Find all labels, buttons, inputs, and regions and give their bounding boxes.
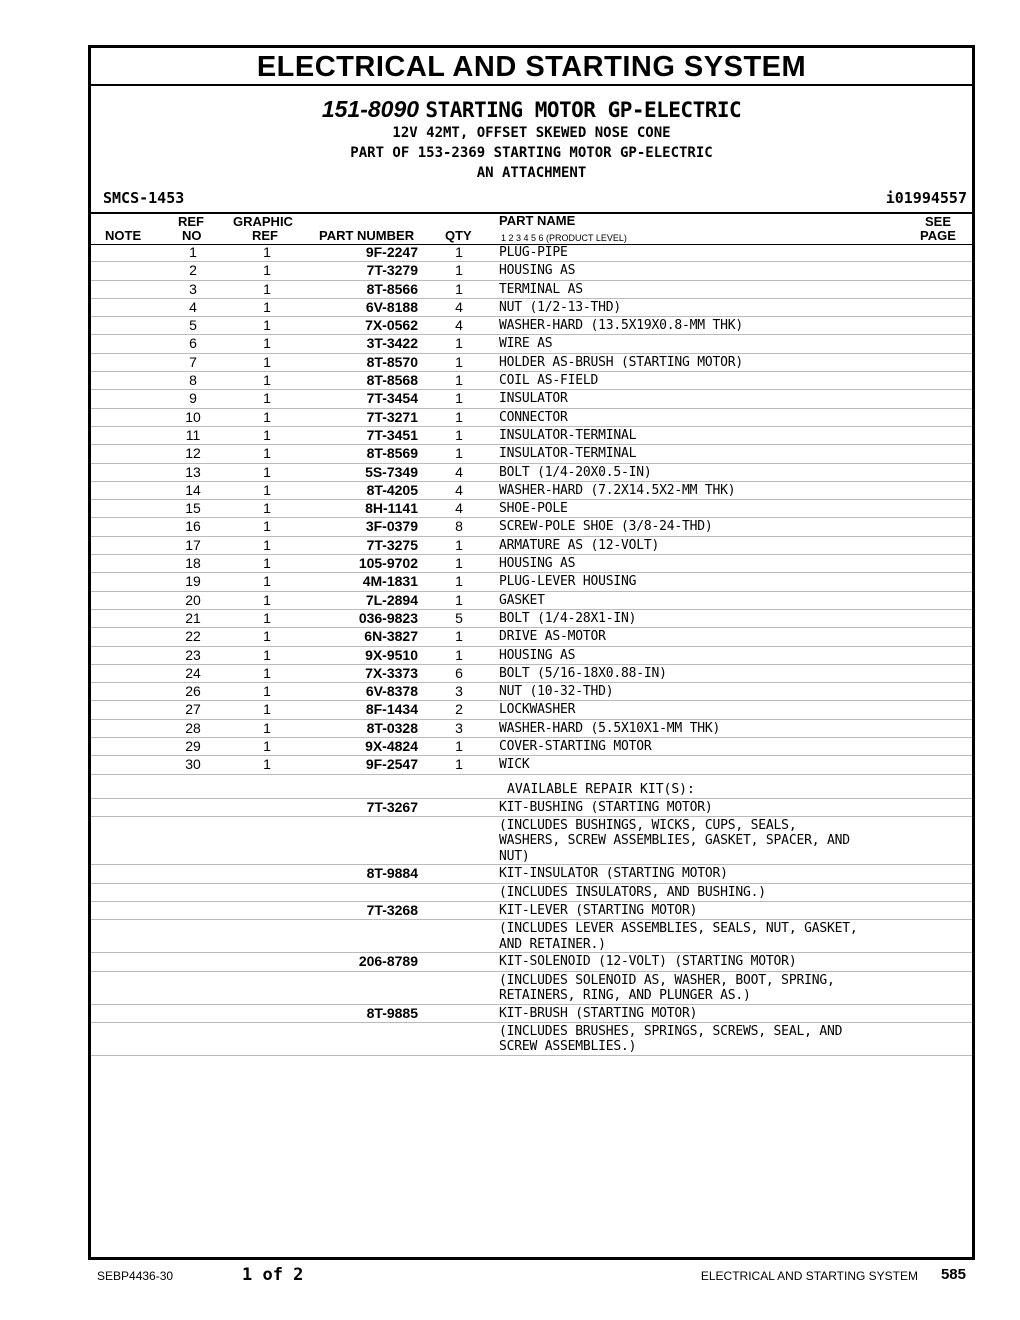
part-number: 9X-9510 <box>365 646 418 663</box>
parts-list <box>91 244 972 1056</box>
ref-no: 5 <box>189 317 197 334</box>
kit-row <box>91 865 972 883</box>
part-name: INSULATOR-TERMINAL <box>499 427 637 443</box>
graphic-ref: 1 <box>263 262 271 279</box>
part-name: WASHER-HARD (5.5X10X1-MM THK) <box>499 720 721 736</box>
part-number: 105-9702 <box>358 555 418 572</box>
table-row <box>91 299 972 317</box>
kit-includes: (INCLUDES INSULATORS, AND BUSHING.) <box>499 884 766 900</box>
table-row <box>91 573 972 591</box>
graphic-ref: 1 <box>263 426 271 443</box>
qty: 4 <box>455 317 463 334</box>
qty: 1 <box>455 573 463 590</box>
part-number: 8T-4205 <box>366 481 418 498</box>
kit-includes-row <box>91 972 972 1005</box>
group-line-3: AN ATTACHMENT <box>476 165 587 181</box>
graphic-ref: 1 <box>263 719 271 736</box>
table-row <box>91 445 972 463</box>
table-row <box>91 390 972 408</box>
part-number: 7T-3279 <box>366 262 418 279</box>
col-qty: QTY <box>445 228 472 243</box>
ref-no: 14 <box>185 481 201 498</box>
ref-no: 28 <box>185 719 201 736</box>
qty: 1 <box>455 372 463 389</box>
part-name: WASHER-HARD (13.5X19X0.8-MM THK) <box>499 318 744 334</box>
part-number: 5S-7349 <box>365 463 418 480</box>
part-name: PLUG-LEVER HOUSING <box>499 574 637 590</box>
table-row <box>91 665 972 683</box>
page-frame <box>88 45 975 1260</box>
part-number: 8T-8570 <box>366 353 418 370</box>
table-row <box>91 647 972 665</box>
graphic-ref: 1 <box>263 335 271 352</box>
part-name: COIL AS-FIELD <box>499 373 599 389</box>
ref-no: 30 <box>185 756 201 773</box>
qty: 1 <box>455 390 463 407</box>
table-row <box>91 610 972 628</box>
table-row <box>91 372 972 390</box>
part-name: DRIVE AS-MOTOR <box>499 629 606 645</box>
graphic-ref: 1 <box>263 500 271 517</box>
part-number: 9F-2247 <box>365 244 418 260</box>
ref-no: 24 <box>185 664 201 681</box>
ref-no: 10 <box>185 408 201 425</box>
col-part-number: PART NUMBER <box>319 228 415 243</box>
ref-no: 18 <box>185 555 201 572</box>
qty: 1 <box>455 244 463 260</box>
part-number: 7T-3275 <box>366 536 418 553</box>
qty: 1 <box>455 408 463 425</box>
part-number: 7T-3271 <box>366 408 418 425</box>
kit-includes-row <box>91 1023 972 1056</box>
table-row <box>91 628 972 646</box>
graphic-ref: 1 <box>263 445 271 462</box>
ref-no: 19 <box>185 573 201 590</box>
graphic-ref: 1 <box>263 738 271 755</box>
kit-name: KIT-LEVER (STARTING MOTOR) <box>499 903 698 918</box>
part-number: 3T-3422 <box>366 335 418 352</box>
col-graphic-top: GRAPHIC <box>233 214 293 229</box>
part-number: 8T-8569 <box>366 445 418 462</box>
part-name: SHOE-POLE <box>499 501 568 517</box>
part-name: PLUG-PIPE <box>499 245 568 260</box>
kit-part-number: 8T-9885 <box>366 1004 418 1021</box>
table-row <box>91 756 972 774</box>
part-name: WICK <box>499 757 530 773</box>
part-number: 7T-3454 <box>366 390 418 407</box>
kits-heading-row <box>91 775 972 799</box>
part-name: HOUSING AS <box>499 647 576 663</box>
graphic-ref: 1 <box>263 317 271 334</box>
qty: 5 <box>455 609 463 626</box>
ref-no: 6 <box>189 335 197 352</box>
column-header <box>91 212 972 245</box>
ref-no: 13 <box>185 463 201 480</box>
page-footer <box>0 1265 1020 1289</box>
ref-no: 1 <box>189 244 197 260</box>
qty: 1 <box>455 353 463 370</box>
col-ref-bottom: NO <box>182 228 202 243</box>
ref-no: 22 <box>185 628 201 645</box>
part-name: CONNECTOR <box>499 409 568 425</box>
footer-page-of: 1 of 2 <box>242 1265 304 1285</box>
kit-includes: (INCLUDES LEVER ASSEMBLIES, SEALS, NUT, GASKET, AND RETAINER.) <box>499 921 858 952</box>
group-name: STARTING MOTOR GP-ELECTRIC <box>425 98 742 122</box>
qty: 1 <box>455 445 463 462</box>
ref-no: 26 <box>185 683 201 700</box>
qty: 3 <box>455 683 463 700</box>
table-row <box>91 354 972 372</box>
graphic-ref: 1 <box>263 244 271 260</box>
kit-row <box>91 1005 972 1023</box>
graphic-ref: 1 <box>263 756 271 773</box>
table-row <box>91 482 972 500</box>
graphic-ref: 1 <box>263 372 271 389</box>
part-name: BOLT (1/4-20X0.5-IN) <box>499 464 652 480</box>
table-row <box>91 262 972 280</box>
part-number: 036-9823 <box>358 609 418 626</box>
part-name: SCREW-POLE SHOE (3/8-24-THD) <box>499 519 713 535</box>
ref-no: 21 <box>185 609 201 626</box>
part-name: COVER-STARTING MOTOR <box>499 739 652 755</box>
table-row <box>91 537 972 555</box>
ref-no: 7 <box>189 353 197 370</box>
group-line-2: PART OF 153-2369 STARTING MOTOR GP-ELECTRIC <box>350 145 713 161</box>
table-row <box>91 592 972 610</box>
col-product-levels: 1 2 3 4 5 6 (PRODUCT LEVEL) <box>501 233 627 243</box>
graphic-ref: 1 <box>263 518 271 535</box>
part-name: WASHER-HARD (7.2X14.5X2-MM THK) <box>499 482 736 498</box>
qty: 1 <box>455 426 463 443</box>
graphic-ref: 1 <box>263 609 271 626</box>
part-number: 7X-3373 <box>365 664 418 681</box>
part-number: 8T-8568 <box>366 372 418 389</box>
qty: 1 <box>455 628 463 645</box>
ref-no: 2 <box>189 262 197 279</box>
graphic-ref: 1 <box>263 280 271 297</box>
part-number: 9F-2547 <box>365 756 418 773</box>
graphic-ref: 1 <box>263 390 271 407</box>
qty: 1 <box>455 335 463 352</box>
table-row <box>91 464 972 482</box>
part-number: 7T-3451 <box>366 426 418 443</box>
qty: 4 <box>455 481 463 498</box>
ref-no: 12 <box>185 445 201 462</box>
illustration-id: i01994557 <box>885 189 967 207</box>
table-row <box>91 555 972 573</box>
part-number: 6V-8188 <box>365 298 418 315</box>
ref-no: 9 <box>189 390 197 407</box>
graphic-ref: 1 <box>263 555 271 572</box>
kit-includes-row <box>91 920 972 953</box>
footer-section: ELECTRICAL AND STARTING SYSTEM <box>700 1269 918 1283</box>
part-number: 8H-1141 <box>365 500 418 517</box>
part-name: GASKET <box>499 592 545 608</box>
ref-no: 3 <box>189 280 197 297</box>
qty: 1 <box>455 280 463 297</box>
graphic-ref: 1 <box>263 628 271 645</box>
qty: 1 <box>455 262 463 279</box>
part-number: 7X-0562 <box>365 317 418 334</box>
table-row <box>91 427 972 445</box>
footer-page-number: 585 <box>940 1266 966 1283</box>
kit-name: KIT-BUSHING (STARTING MOTOR) <box>499 799 713 815</box>
table-row <box>91 244 972 262</box>
kit-part-number: 7T-3268 <box>366 902 418 918</box>
part-name: INSULATOR-TERMINAL <box>499 446 637 462</box>
qty: 1 <box>455 536 463 553</box>
kit-row <box>91 902 972 920</box>
table-row <box>91 500 972 518</box>
table-row <box>91 409 972 427</box>
table-row <box>91 701 972 719</box>
part-name: NUT (1/2-13-THD) <box>499 299 622 315</box>
part-number: 8T-0328 <box>366 719 418 736</box>
col-see-top: SEE <box>925 214 952 229</box>
kit-name: KIT-BRUSH (STARTING MOTOR) <box>499 1005 698 1021</box>
section-title: ELECTRICAL AND STARTING SYSTEM <box>91 48 972 86</box>
ref-no: 23 <box>185 646 201 663</box>
part-name: HOUSING AS <box>499 263 576 279</box>
graphic-ref: 1 <box>263 683 271 700</box>
part-number: 6N-3827 <box>364 628 418 645</box>
qty: 1 <box>455 646 463 663</box>
part-number: 3F-0379 <box>365 518 418 535</box>
graphic-ref: 1 <box>263 353 271 370</box>
qty: 4 <box>455 463 463 480</box>
group-header <box>91 96 972 123</box>
kit-part-number: 206-8789 <box>358 953 418 970</box>
kit-includes: (INCLUDES BUSHINGS, WICKS, CUPS, SEALS, WASHERS, SCREW ASSEMBLIES, GASKET, SPACER, AND NUT) <box>499 817 850 864</box>
part-number: 8F-1434 <box>365 701 418 718</box>
qty: 8 <box>455 518 463 535</box>
ref-no: 16 <box>185 518 201 535</box>
col-ref-top: REF <box>178 214 204 229</box>
col-see-bottom: PAGE <box>920 228 956 243</box>
kit-includes: (INCLUDES SOLENOID AS, WASHER, BOOT, SPRING, RETAINERS, RING, AND PLUNGER AS.) <box>499 972 835 1004</box>
part-number: 7L-2894 <box>365 591 418 608</box>
graphic-ref: 1 <box>263 298 271 315</box>
group-number: 151-8090 <box>321 96 420 122</box>
qty: 1 <box>455 756 463 773</box>
qty: 2 <box>455 701 463 718</box>
kit-includes-row <box>91 817 972 866</box>
ref-no: 20 <box>185 591 201 608</box>
part-name: WIRE AS <box>499 336 553 352</box>
part-name: INSULATOR <box>499 391 568 407</box>
part-name: LOCKWASHER <box>499 702 576 718</box>
part-name: BOLT (1/4-28X1-IN) <box>499 610 637 626</box>
qty: 4 <box>455 500 463 517</box>
ref-no: 11 <box>185 426 201 443</box>
qty: 4 <box>455 298 463 315</box>
part-name: NUT (10-32-THD) <box>499 684 614 700</box>
kit-includes: (INCLUDES BRUSHES, SPRINGS, SCREWS, SEAL, AND SCREW ASSEMBLIES.) <box>499 1023 843 1055</box>
table-row <box>91 335 972 353</box>
footer-doc-number: SEBP4436-30 <box>97 1269 174 1283</box>
part-name: ARMATURE AS (12-VOLT) <box>499 537 660 553</box>
table-row <box>91 720 972 738</box>
ref-no: 29 <box>185 738 201 755</box>
col-note: NOTE <box>105 228 142 243</box>
table-row <box>91 281 972 299</box>
kit-row <box>91 799 972 817</box>
part-name: HOUSING AS <box>499 556 576 572</box>
graphic-ref: 1 <box>263 701 271 718</box>
part-number: 8T-8566 <box>366 280 418 297</box>
qty: 1 <box>455 591 463 608</box>
graphic-ref: 1 <box>263 646 271 663</box>
part-name: HOLDER AS-BRUSH (STARTING MOTOR) <box>499 354 744 370</box>
kit-part-number: 7T-3267 <box>366 798 418 815</box>
col-part-name: PART NAME <box>499 213 576 228</box>
part-name: BOLT (5/16-18X0.88-IN) <box>499 665 667 681</box>
qty: 3 <box>455 719 463 736</box>
ref-no: 4 <box>189 298 197 315</box>
table-row <box>91 518 972 536</box>
graphic-ref: 1 <box>263 536 271 553</box>
kit-includes-row <box>91 884 972 902</box>
qty: 1 <box>455 555 463 572</box>
part-number: 6V-8378 <box>365 683 418 700</box>
col-graphic-bottom: REF <box>252 228 278 243</box>
part-name: TERMINAL AS <box>499 281 583 297</box>
graphic-ref: 1 <box>263 664 271 681</box>
table-row <box>91 738 972 756</box>
kit-part-number: 8T-9884 <box>366 865 418 882</box>
kit-name: KIT-INSULATOR (STARTING MOTOR) <box>499 866 728 882</box>
ref-no: 8 <box>189 372 197 389</box>
smcs-code: SMCS-1453 <box>103 189 185 207</box>
graphic-ref: 1 <box>263 591 271 608</box>
group-line-1: 12V 42MT, OFFSET SKEWED NOSE CONE <box>392 125 671 141</box>
ref-no: 27 <box>185 701 201 718</box>
qty: 1 <box>455 738 463 755</box>
graphic-ref: 1 <box>263 573 271 590</box>
table-row <box>91 683 972 701</box>
part-number: 4M-1831 <box>362 573 418 590</box>
qty: 6 <box>455 664 463 681</box>
table-row <box>91 317 972 335</box>
ref-no: 15 <box>185 500 201 517</box>
graphic-ref: 1 <box>263 481 271 498</box>
graphic-ref: 1 <box>263 463 271 480</box>
kit-row <box>91 953 972 971</box>
kits-heading: AVAILABLE REPAIR KIT(S): <box>507 781 695 797</box>
graphic-ref: 1 <box>263 408 271 425</box>
part-number: 9X-4824 <box>365 738 418 755</box>
ref-no: 17 <box>185 536 201 553</box>
kit-name: KIT-SOLENOID (12-VOLT) (STARTING MOTOR) <box>499 954 797 970</box>
